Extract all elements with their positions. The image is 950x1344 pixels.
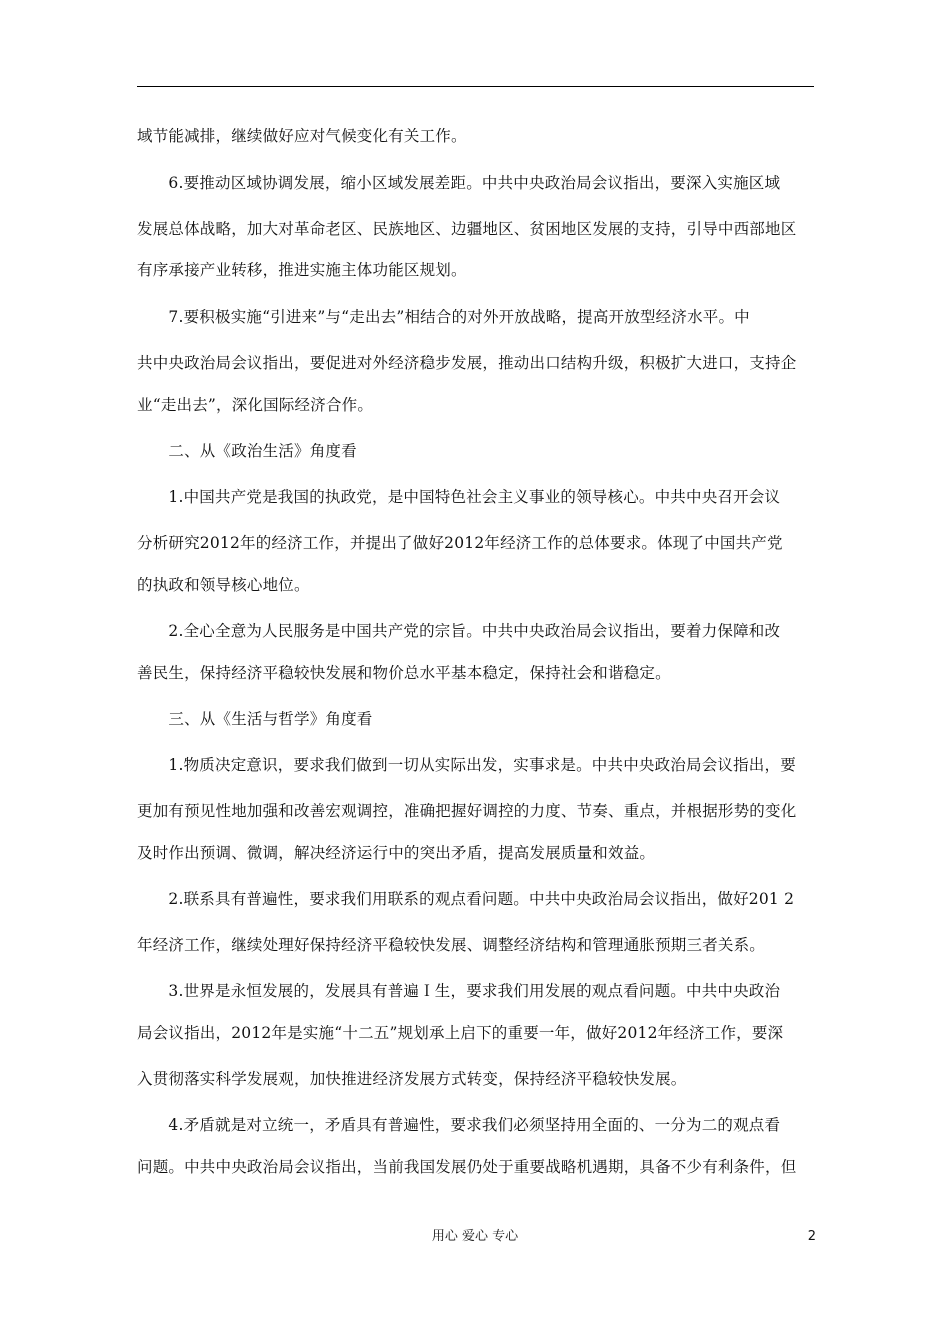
text-line: 年经济工作，继续处理好保持经济平稳较快发展、调整经济结构和管理通胀预期三者关系。 [137, 936, 766, 954]
text-line: 发展总体战略，加大对革命老区、民族地区、边疆地区、贫困地区发展的支持，引导中西部地区 [137, 220, 797, 238]
text-line: 有序承接产业转移，推进实施主体功能区规划。 [137, 261, 467, 279]
header-rule [137, 86, 814, 87]
text-line: 善民生，保持经济平稳较快发展和物价总水平基本稳定，保持社会和谐稳定。 [137, 664, 671, 682]
text-line: 分析研究2012年的经济工作，并提出了做好2012年经济工作的总体要求。体现了中国共产党 [137, 534, 783, 552]
text-line: 3.世界是永恒发展的，发展具有普遍Ｉ生，要求我们用发展的观点看问题。中共中央政治 [137, 982, 781, 1000]
text-line: 业“走出去”，深化国际经济合作。 [137, 396, 374, 414]
text-line: 1.物质决定意识，要求我们做到一切从实际出发，实事求是。中共中央政治局会议指出，要 [137, 756, 796, 774]
text-line: 入贯彻落实科学发展观，加快推进经济发展方式转变，保持经济平稳较快发展。 [137, 1070, 687, 1088]
page-number: 2 [807, 1229, 816, 1244]
text-line: 4.矛盾就是对立统一，矛盾具有普遍性，要求我们必须坚持用全面的、一分为二的观点看 [137, 1116, 781, 1134]
text-line: 共中央政治局会议指出，要促进对外经济稳步发展，推动出口结构升级，积极扩大进口，支持企 [137, 354, 797, 372]
section-heading: 二、从《政治生活》角度看 [137, 442, 357, 460]
text-line: 问题。中共中央政治局会议指出，当前我国发展仍处于重要战略机遇期，具备不少有利条件，但 [137, 1158, 797, 1176]
text-line: 1.中国共产党是我国的执政党，是中国特色社会主义事业的领导核心。中共中央召开会议 [137, 488, 781, 506]
text-line: 局会议指出，2012年是实施“十二五”规划承上启下的重要一年，做好2012年经济工作，要深 [137, 1024, 784, 1042]
text-line: 的执政和领导核心地位。 [137, 576, 310, 594]
text-line: 2.联系具有普遍性，要求我们用联系的观点看问题。中共中央政治局会议指出，做好201 2 [137, 890, 795, 908]
text-line: 域节能减排，继续做好应对气候变化有关工作。 [137, 127, 467, 145]
footer-slogan: 用心 爱心 专心 [431, 1229, 519, 1244]
section-heading: 三、从《生活与哲学》角度看 [137, 710, 373, 728]
text-line: 更加有预见性地加强和改善宏观调控，准确把握好调控的力度、节奏、重点，并根据形势的变化 [137, 802, 797, 820]
text-line: 2.全心全意为人民服务是中国共产党的宗旨。中共中央政治局会议指出，要着力保障和改 [137, 622, 781, 640]
text-line: 6.要推动区域协调发展，缩小区域发展差距。中共中央政治局会议指出，要深入实施区域 [137, 174, 781, 192]
text-line: 7.要积极实施“引进来”与“走出去”相结合的对外开放战略，提高开放型经济水平。中 [137, 308, 750, 326]
text-line: 及时作出预调、微调，解决经济运行中的突出矛盾，提高发展质量和效益。 [137, 844, 656, 862]
